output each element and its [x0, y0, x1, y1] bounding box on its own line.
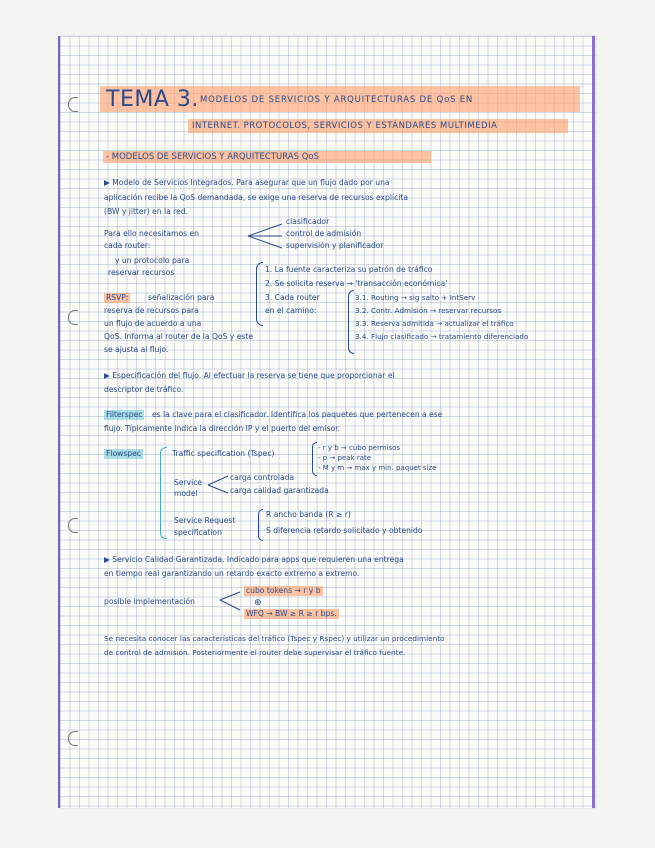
rsvp-line4: QoS. Informa al router de la QoS y este [104, 332, 253, 341]
title-highlight [100, 86, 580, 112]
flowspec-label: Flowspec [106, 449, 141, 458]
filterspec-label: Filterspec [106, 410, 143, 419]
service-model-arrows [206, 472, 230, 498]
tspec-brace [312, 442, 317, 476]
tspec-item: - M y m → max y min. paquet size [318, 464, 437, 472]
steps-brace [256, 262, 263, 326]
step-3a: 3. Cada router [265, 293, 320, 302]
plus-icon: ⊕ [254, 598, 262, 608]
step-1: 1. La fuente caracteriza su patrón de tráfico [265, 265, 433, 274]
binder-hole [68, 518, 78, 533]
p1-line2: aplicación recibe la QoS demandada, se exige una reserva de recursos explícita [104, 193, 408, 202]
rsvp-line1: señalización para [148, 293, 215, 302]
cubo-tokens: cubo tokens → r y b [246, 586, 321, 595]
closing-line2: de control de admisión. Posteriormente el router debe supervisar el tráfico fuente. [104, 648, 406, 657]
tspec-item: - p → peak rate [318, 454, 372, 462]
section-heading: - MODELOS DE SERVICIOS Y ARQUITECTURAS QoS [103, 151, 431, 163]
needs-intro-2: cada router: [104, 241, 151, 250]
rspec-label-2: specification [174, 528, 222, 537]
service-model-1: Service [174, 478, 203, 487]
subtitle: INTERNET. PROTOCOLOS, SERVICIOS Y ESTÁNDARES MULTIMEDIA [192, 121, 498, 131]
substep-1: 3.1. Routing → sig salto + IntServ [355, 293, 476, 302]
rspec-brace [258, 509, 263, 541]
sm-item: carga controlada [230, 473, 295, 482]
impl-arrows [218, 588, 242, 618]
filterspec-line1: es la clave para el clasificador. Identifica los paquetes que pertenecen a ese [152, 410, 443, 419]
needs-intro-1: Para ello necesitamos en [104, 229, 199, 238]
margin-line [592, 36, 595, 808]
sm-item: carga calidad garantizada [230, 486, 329, 495]
rsvp-line3: un flujo de acuerdo a una [104, 319, 202, 328]
guaranteed-line1: ▶ Servicio Calidad Garantizada. Indicado para apps que requieren una entrega [104, 555, 404, 564]
need-item: supervisión y planificador [286, 241, 384, 250]
needs-arrows [246, 220, 286, 254]
tspec-label: Traffic specification (Tspec) [172, 449, 275, 458]
rsvp-label: RSVP: [106, 293, 129, 302]
needs-protocol-1: y un protocolo para [115, 256, 190, 265]
rspec-item: R ancho banda (R ≥ r) [266, 510, 351, 519]
tspec-item: - r y b → cubo permisos [318, 444, 401, 452]
filterspec-line2: flujo. Típicamente indica la dirección IP y el puerto del emisor. [104, 424, 341, 433]
substep-3: 3.3. Reserva admitida → actualizar el tráfico [355, 319, 514, 328]
need-item: control de admisión [286, 229, 362, 238]
step-3b: en el camino: [265, 306, 317, 315]
impl-label: posible implementación [104, 597, 195, 606]
needs-protocol-2: reservar recursos [108, 268, 175, 277]
binder-hole [68, 310, 78, 325]
rspec-item: S diferencia retardo solicitado y obtenido [266, 526, 423, 535]
binder-hole [68, 97, 78, 112]
rspec-label-1: Service Request [174, 516, 236, 525]
step-2: 2. Se solicita reserva → 'transacción económica' [265, 279, 448, 288]
binder-hole [68, 731, 78, 746]
subtitle-highlight [188, 119, 568, 133]
p1-line3: (BW y jitter) en la red. [104, 207, 189, 216]
rsvp-line5: se ajusta al flujo. [104, 345, 169, 354]
service-model-2: model [174, 489, 198, 498]
title-rest: MODELOS DE SERVICIOS Y ARQUITECTURAS DE QoS EN [200, 95, 474, 105]
guaranteed-line2: en tiempo real garantizando un retardo exacto extremo a extremo. [104, 569, 360, 578]
substep-2: 3.2. Contr. Admisión → reservar recursos [355, 306, 502, 315]
spec-line1: ▶ Especificación del flujo. Al efectuar la reserva se tiene que proporcionar el [104, 371, 395, 380]
closing-line1: Se necesita conocer las características del tráfico (Tspec y Rspec) y utilizar un procedimiento [104, 634, 445, 643]
flowspec-brace [160, 447, 167, 539]
spec-line2: descriptor de tráfico. [104, 385, 184, 394]
rsvp-line2: reserva de recursos para [104, 306, 199, 315]
title-big: TEMA 3. [106, 87, 199, 112]
need-item: clasificador [286, 217, 330, 226]
substeps-brace [348, 290, 354, 354]
p1-line1: ▶ Modelo de Servicios Integrados. Para asegurar que un flujo dado por una [104, 178, 390, 187]
wfq: WFQ → BW ≥ R ≥ r bps. [246, 609, 337, 618]
substep-4: 3.4. Flujo clasificado → tratamiento diferenciado [355, 332, 529, 341]
